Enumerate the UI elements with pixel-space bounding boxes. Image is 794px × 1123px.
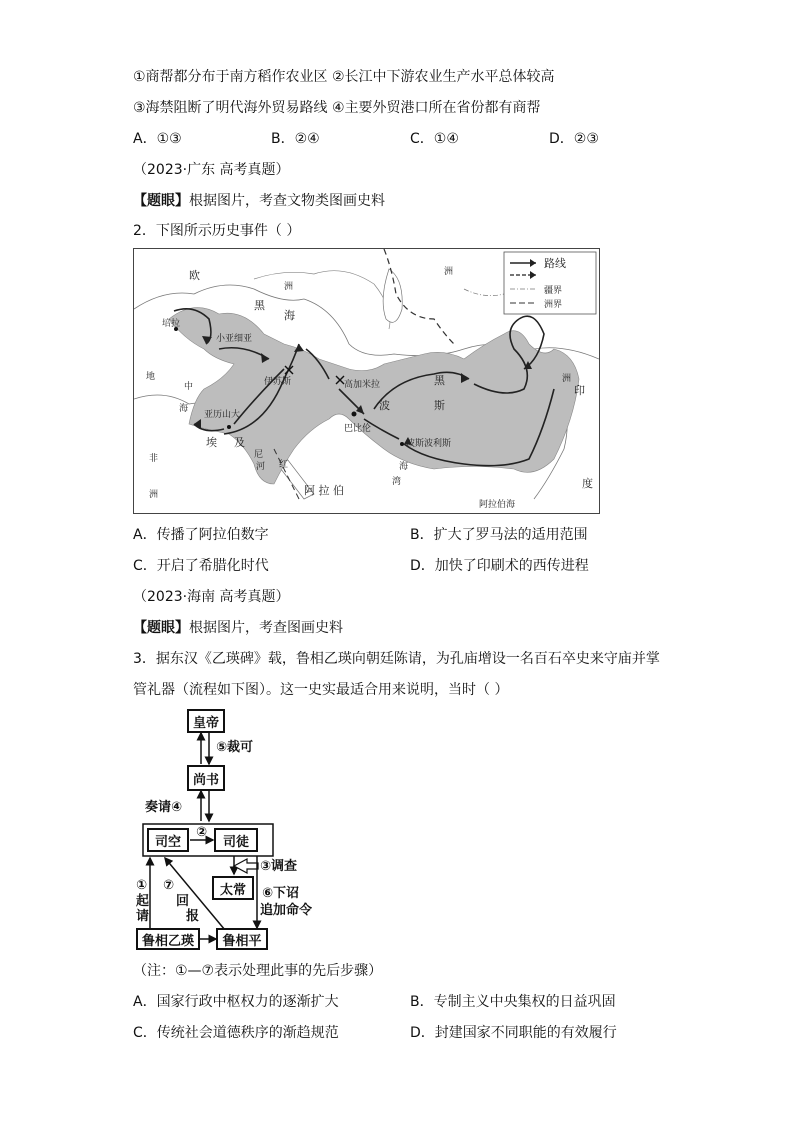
q3-note: （注：①—⑦表示处理此事的先后步骤） — [133, 963, 383, 979]
q1-statement-line2: ③海禁阻断了明代海外贸易路线 ④主要外贸港口所在省份都有商帮 — [133, 100, 541, 116]
box-shangshu: 尚书 — [187, 765, 225, 791]
q3-option-a: A．国家行政中枢权力的逐渐扩大 — [133, 994, 339, 1010]
q2-tip-tag: 【题眼】 — [133, 193, 189, 209]
q3-tip-tag: 【题眼】 — [133, 620, 189, 636]
alexander-campaign-map — [133, 248, 600, 514]
label-step7-num: ⑦ — [163, 878, 175, 893]
label-step7-b: 报 — [186, 909, 200, 924]
label-step7-a: 回 — [176, 894, 190, 909]
q2-option-b: B．扩大了罗马法的适用范围 — [410, 527, 588, 543]
label-gulf-wan: 湾 — [392, 477, 402, 487]
map-legend — [504, 252, 596, 314]
q2-option-d: D．加快了印刷术的西传进程 — [410, 558, 589, 574]
label-medi-zhong: 中 — [184, 382, 194, 392]
map-svg — [134, 249, 599, 513]
label-step5: ⑤裁可 — [216, 740, 254, 755]
box-taichang: 太常 — [212, 876, 254, 900]
label-arabia: 阿 拉 伯 — [304, 484, 344, 497]
label-pella: 培拉 — [162, 319, 181, 329]
q3-option-d: D．封建国家不同职能的有效履行 — [410, 1025, 617, 1041]
label-africa-zhou: 洲 — [149, 490, 159, 500]
q2-option-a: A．传播了阿拉伯数字 — [133, 527, 269, 543]
q3-stem-line2: 管礼器（流程如下图）。这一史实最适合用来说明，当时（ ） — [133, 682, 509, 698]
label-nile-river: 河 — [256, 462, 266, 472]
label-black: 黑 — [254, 299, 265, 312]
label-step6-line1: ⑥下诏 — [262, 886, 300, 901]
q1-option-c: C．①④ — [410, 131, 459, 147]
q1-option-b: B．②④ — [271, 131, 320, 147]
label-asia-zhou: 洲 — [444, 267, 454, 277]
box-situ: 司徒 — [214, 828, 258, 852]
q1-option-a: A．①③ — [133, 131, 182, 147]
label-persia-bo: 波 — [379, 399, 390, 412]
label-persepolis: 波斯波利斯 — [406, 439, 452, 449]
label-medi-hai: 海 — [179, 404, 189, 414]
label-issus: 伊苏斯 — [264, 377, 292, 387]
box-sikong: 司空 — [147, 828, 189, 852]
label-step1-a: 起 — [136, 894, 150, 909]
q3-option-c: C．传统社会道德秩序的渐趋规范 — [133, 1025, 339, 1041]
q3-source: （2023·海南 高考真题） — [133, 589, 290, 605]
box-luxiang-yiying: 鲁相乙瑛 — [136, 928, 200, 950]
q3-stem-line1: 3．据东汉《乙瑛碑》载，鲁相乙瑛向朝廷陈请，为孔庙增设一名百石卒史来守庙并掌 — [133, 651, 660, 667]
label-egypt-ji: 及 — [234, 436, 245, 449]
label-africa-fei: 非 — [149, 454, 159, 464]
q1-option-d: D．②③ — [549, 131, 599, 147]
q1-statement-line1: ①商帮都分布于南方稻作农业区 ②长江中下游农业生产水平总体较高 — [133, 69, 555, 85]
q2-option-c: C．开启了希腊化时代 — [133, 558, 269, 574]
q3-option-b: B．专制主义中央集权的日益巩固 — [410, 994, 616, 1010]
q3-tip-text: 根据图片，考查图画史料 — [189, 620, 343, 636]
q2-tip-text: 根据图片，考查文物类图画史料 — [189, 193, 385, 209]
label-persian-gulf-hai: 海 — [399, 462, 409, 472]
legend-continent: 洲界 — [544, 300, 563, 310]
label-asia-minor: 小亚细亚 — [216, 334, 253, 344]
box-emperor: 皇帝 — [187, 709, 225, 733]
label-central-black: 黑 — [434, 374, 445, 387]
label-persia-si: 斯 — [434, 399, 445, 412]
label-alexandria: 亚历山大 — [204, 410, 241, 420]
q3-tip — [133, 619, 343, 637]
legend-route: 路线 — [544, 257, 566, 270]
q2-tip — [133, 192, 385, 210]
label-step1-num: ① — [136, 878, 148, 893]
label-black-sea: 海 — [284, 309, 295, 322]
label-step4: 奏请④ — [145, 800, 183, 815]
label-europe-zhou: 洲 — [284, 282, 294, 292]
label-step3: ③调查 — [260, 859, 298, 874]
label-europe: 欧 — [189, 269, 200, 282]
legend-border: 疆界 — [544, 286, 563, 296]
label-gaugamela: 高加米拉 — [344, 380, 381, 390]
label-step6-line2: 追加命令 — [260, 903, 313, 918]
process-flowchart — [130, 706, 330, 956]
label-step2: ② — [196, 825, 208, 840]
label-nile: 尼 — [254, 450, 264, 460]
label-egypt-ai: 埃 — [206, 436, 217, 449]
label-red-sea: 红 — [279, 460, 289, 470]
box-luxiang-ping: 鲁相平 — [216, 928, 268, 950]
label-medi-di: 地 — [146, 372, 156, 382]
q2-source: （2023·广东 高考真题） — [133, 162, 290, 178]
label-arabian-sea: 阿拉伯海 — [479, 500, 516, 510]
label-step1-b: 请 — [136, 909, 150, 924]
label-india-zhou: 洲 — [562, 374, 572, 384]
label-india-du: 度 — [582, 477, 593, 490]
label-india-yin: 印 — [574, 384, 585, 397]
label-babylon: 巴比伦 — [344, 424, 372, 434]
q2-stem: 2．下图所示历史事件（ ） — [133, 223, 301, 239]
